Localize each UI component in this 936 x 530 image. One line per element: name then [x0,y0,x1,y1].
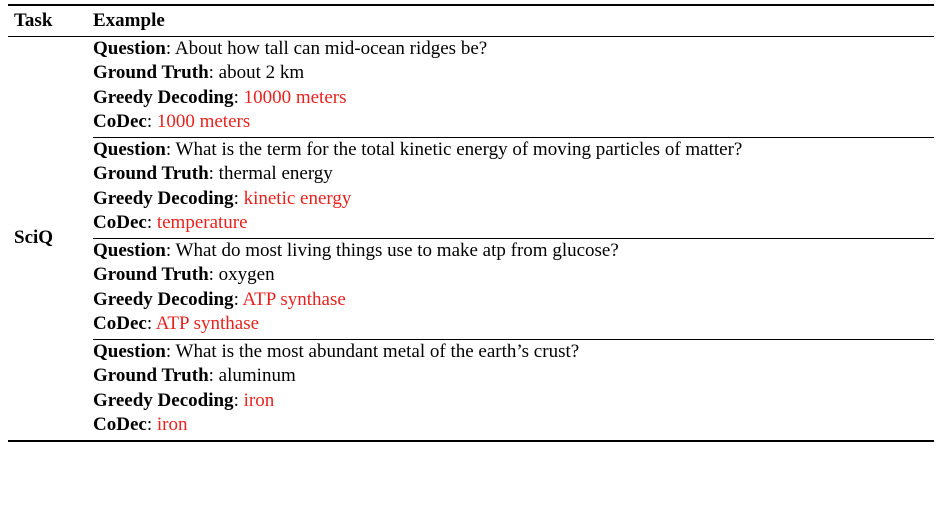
task-row [8,36,934,441]
ground-truth-label: Ground Truth [93,163,209,184]
codec-label: CoDec [93,414,147,435]
question-line: Question: What is the most abundant metal of the earth’s crust? [93,340,580,362]
question-line: Question: What do most living things use to make atp from glucose? [93,239,619,261]
task-name: SciQ [14,226,54,248]
greedy-line: Greedy Decoding: kinetic energy [93,187,352,209]
greedy-answer: kinetic energy [243,187,352,209]
greedy-line: Greedy Decoding: ATP synthase [93,288,346,310]
codec-answer: 1000 meters [156,111,251,132]
codec-answer: temperature [156,212,248,233]
header-example: Example [93,5,934,36]
ground-truth-text: aluminum [218,365,296,386]
ground-truth-line: Ground Truth: about 2 km [93,62,305,83]
results-table-container [8,4,934,442]
ground-truth-text: oxygen [218,264,275,285]
header-task: Task [8,5,93,36]
ground-truth-line: Ground Truth: oxygen [93,264,275,285]
codec-label: CoDec [93,313,147,334]
codec-label: CoDec [93,212,147,233]
ground-truth-label: Ground Truth [93,62,209,83]
question-label: Question [93,37,166,59]
example-block [93,239,934,340]
codec-label: CoDec [93,111,147,132]
question-text: What do most living things use to make atp from glucose? [175,239,619,261]
greedy-answer: ATP synthase [242,288,346,310]
example-block [93,340,934,440]
question-label: Question [93,239,166,261]
greedy-label: Greedy Decoding [93,86,234,108]
ground-truth-text: about 2 km [218,62,305,83]
question-line: Question: About how tall can mid-ocean ridges be? [93,37,488,59]
question-label: Question [93,340,166,362]
examples-table [8,4,934,442]
greedy-label: Greedy Decoding [93,288,234,310]
example-block [93,138,934,239]
codec-answer: ATP synthase [155,313,260,334]
greedy-label: Greedy Decoding [93,187,234,209]
example-block [93,37,934,138]
greedy-answer: 10000 meters [243,86,347,108]
question-label: Question [93,138,166,160]
examples-cell [93,36,934,441]
codec-line: CoDec: iron [93,414,188,435]
question-text: About how tall can mid-ocean ridges be? [174,37,488,59]
question-line: Question: What is the term for the total kinetic energy of moving particles of matter? [93,138,743,160]
table-header-row [8,5,934,36]
codec-line: CoDec: temperature [93,212,248,233]
question-text: What is the term for the total kinetic energy of moving particles of matter? [175,138,743,160]
ground-truth-label: Ground Truth [93,264,209,285]
greedy-line: Greedy Decoding: 10000 meters [93,86,347,108]
ground-truth-line: Ground Truth: thermal energy [93,163,333,184]
codec-line: CoDec: 1000 meters [93,111,251,132]
codec-answer: iron [156,414,188,435]
ground-truth-text: thermal energy [218,163,333,184]
codec-line: CoDec: ATP synthase [93,313,260,334]
greedy-line: Greedy Decoding: iron [93,389,275,411]
greedy-label: Greedy Decoding [93,389,234,411]
ground-truth-label: Ground Truth [93,365,209,386]
question-text: What is the most abundant metal of the earth’s crust? [175,340,580,362]
ground-truth-line: Ground Truth: aluminum [93,365,296,386]
greedy-answer: iron [243,389,275,411]
